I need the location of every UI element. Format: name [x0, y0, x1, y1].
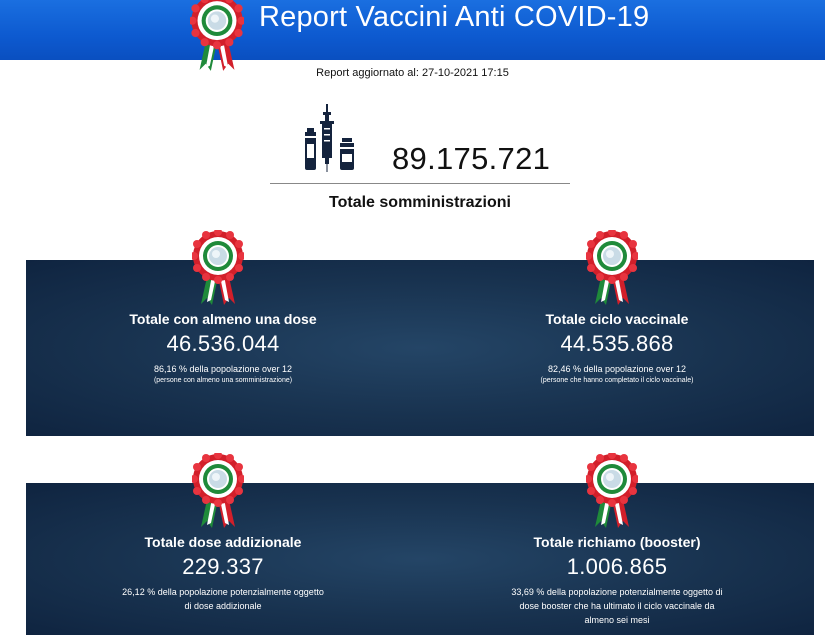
card-full-cycle — [420, 311, 814, 384]
card-value: 46.536.044 — [166, 331, 280, 356]
card-title: Totale con almeno una dose — [129, 311, 317, 327]
card-value: 44.535.868 — [560, 331, 674, 356]
total-administrations-label: Totale somministrazioni — [329, 194, 511, 211]
card-value: 1.006.865 — [566, 554, 668, 579]
card-description-line: almeno sei mesi — [584, 615, 650, 625]
card-description — [420, 585, 814, 627]
syringe-vials-icon — [302, 104, 358, 172]
card-note: (persone che hanno completato il ciclo vaccinale) — [540, 377, 694, 384]
card-title: Totale ciclo vaccinale — [545, 311, 689, 327]
page-header — [0, 0, 825, 60]
card-description-line: di dose addizionale — [184, 601, 262, 611]
card-title: Totale richiamo (booster) — [533, 534, 701, 550]
card-description: 82,46 % della popolazione over 12 — [547, 364, 687, 374]
card-description — [26, 585, 420, 613]
card-booster — [420, 534, 814, 627]
total-administrations-value: 89.175.721 — [392, 141, 551, 176]
card-description-line: dose booster che ha ultimato il ciclo vaccinale da — [519, 601, 715, 611]
page-title: Report Vaccini Anti COVID-19 — [259, 1, 650, 33]
divider — [270, 183, 570, 184]
card-title: Totale dose addizionale — [144, 534, 302, 550]
rosette-icon — [586, 230, 638, 308]
rosette-icon — [190, 0, 244, 74]
rosette-icon — [192, 453, 244, 531]
card-at-least-one-dose — [26, 311, 420, 384]
rosette-icon — [586, 453, 638, 531]
card-value: 229.337 — [182, 554, 264, 579]
card-description-line: 33,69 % della popolazione potenzialmente oggetto di — [511, 587, 723, 597]
rosette-icon — [192, 230, 244, 308]
card-note: (persone con almeno una somministrazione) — [153, 377, 293, 384]
last-updated-text: Report aggiornato al: 27-10-2021 17:15 — [316, 67, 509, 79]
card-description: 86,16 % della popolazione over 12 — [153, 364, 293, 374]
card-additional-dose — [26, 534, 420, 613]
card-description-line: 26,12 % della popolazione potenzialmente oggetto — [122, 587, 324, 597]
